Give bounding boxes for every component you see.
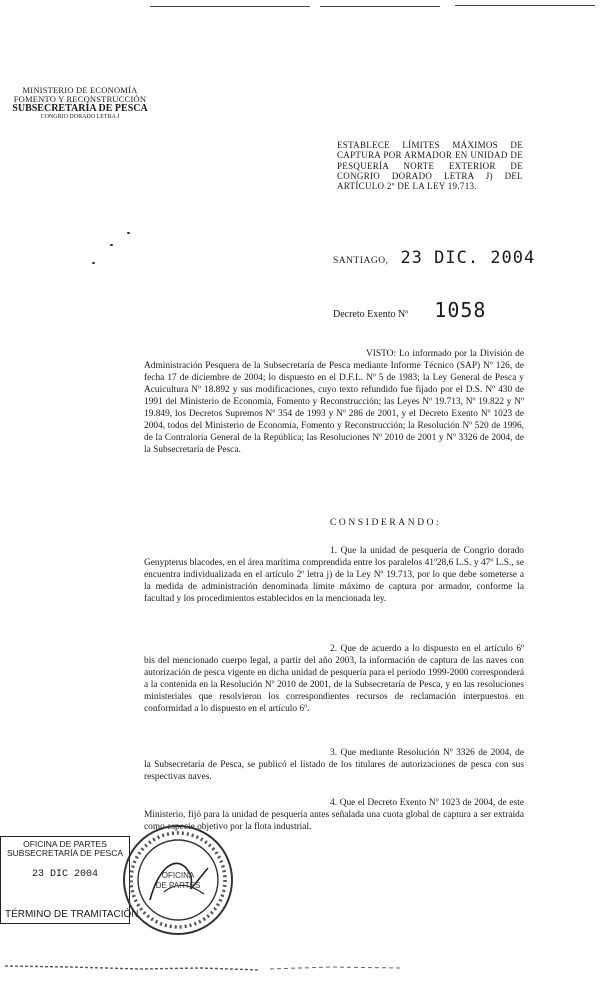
visto-paragraph: VISTO: Lo informado por la División de Administración Pesquera de la Subsecretaría de Pesca mediante Informe Técnico (SAP) Nº 126, de fecha 17 de diciembre de 2004; lo dispuesto en el D.F.L. Nº 5 de 1983; la Ley General de Pesca y Acuicultura Nº 18.892 y sus modificaciones, cuyo texto refundido fue fijado por el D.S. Nº 430 de 1991 del Ministerio de Economía, Fomento y Reconstrucción; las Leyes Nº 19.713, Nº 19.822 y Nº 19.849, los Decretos Supremos Nº 354 de 1993 y Nº 286 de 2001, y el Decreto Exento Nº 1023 de 2004, todos del Ministerio de Economía, Fomento y Reconstrucción; la Resolución Nº 520 de 1996, de la Contraloría General de la República; las Resoluciones Nº 2010 de 2001 y Nº 3326 de 2004, de la Subsecretaría de Pesca.	[144, 349, 524, 455]
scan-bottom-noise	[0, 960, 600, 978]
issue-date: 23 DIC. 2004	[400, 248, 536, 268]
place-label: SANTIAGO,	[333, 256, 389, 266]
stamp-date: 23 DIC 2004	[31, 868, 98, 880]
decree-number-line	[333, 298, 486, 322]
ministry-line1: MINISTERIO DE ECONOMÍA	[22, 85, 138, 95]
scan-speck	[110, 244, 113, 246]
ministry-line2: FOMENTO Y RECONSTRUCCIÓN	[13, 93, 147, 104]
seal-center-text-1: OFICINA	[161, 871, 195, 880]
scan-speck	[92, 262, 95, 264]
scan-speck	[127, 232, 130, 234]
stamp-subsecretaria: SUBSECRETARÍA DE PESCA	[6, 848, 124, 859]
reception-stamp	[0, 836, 139, 924]
considerando-heading: CONSIDERANDO:	[330, 518, 442, 528]
seal-center-text-2: DE PARTES	[155, 881, 201, 890]
scan-top-border	[150, 6, 310, 7]
ministry-header	[0, 86, 160, 121]
scan-top-border-far	[455, 5, 595, 6]
decree-label: Decreto Exento Nº	[333, 309, 409, 320]
considerando-item-2: 2. Que de acuerdo a lo dispuesto en el artículo 6º bis del mencionado cuerpo legal, a partir del año 2003, la información de captura de las naves con autorización de pesca vigente en dicha unidad de pesquería para el período 1999-2000 corresponderá a la contenida en la Resolución Nº 2010 de 2001, de la Subsecretaría de Pesca, y en las resoluciones ministeriales que resolvieron los correspondientes recursos de reclamación interpuestos en conformidad a lo dispuesto en el artículo 6º.	[144, 644, 524, 714]
considerando-item-1: 1. Que la unidad de pesquería de Congrio dorado Genypterus blacodes, en el área marítima comprendida entre los paralelos 41º28,6 L.S. y 47º L.S., se encuentra individualizada en el artículo 2º letra j) de la Ley Nº 19.713, por lo que debe someterse a la medida de administración denominada límite máximo de captura por armador, conforme la facultad y los procedimientos establecidos en la mencionada ley.	[144, 546, 524, 604]
scan-top-border-right	[320, 6, 440, 7]
seal-lettering-ring	[131, 833, 225, 927]
considerando-item-3: 3. Que mediante Resolución Nº 3326 de 2004, de la Subsecretaría de Pesca, se publicó el listado de los titulares de autorizaciones de pesca con sus respectivas naves.	[144, 748, 524, 782]
subsecretaria-title: SUBSECRETARÍA DE PESCA	[12, 102, 148, 114]
stamp-status: TÉRMINO DE TRAMITACIÓN	[5, 909, 139, 920]
decree-number: 1058	[434, 298, 487, 322]
office-seal	[120, 822, 236, 938]
header-footnote: CONGRIO DORADO LETRA J	[40, 114, 120, 121]
seal-outer-ring	[124, 826, 232, 934]
stamp-office: OFICINA DE PARTES	[23, 839, 107, 849]
seal-inner-ring	[138, 840, 218, 920]
place-date-line	[333, 248, 535, 268]
decree-subject: ESTABLECE LÍMITES MÁXIMOS DE CAPTURA POR ARMADOR EN UNIDAD DE PESQUERÍA NORTE EXTERIOR DE CONGRIO DORADO LETRA J) DEL ARTÍCULO 2º DE LA LEY 19.713.	[337, 140, 523, 192]
considerando-item-4: 4. Que el Decreto Exento Nº 1023 de 2004, de este Ministerio, fijó para la unidad de pesquería antes señalada una cuota global de captura a ser extraída como especie objetivo por la flota industrial.	[144, 798, 524, 832]
